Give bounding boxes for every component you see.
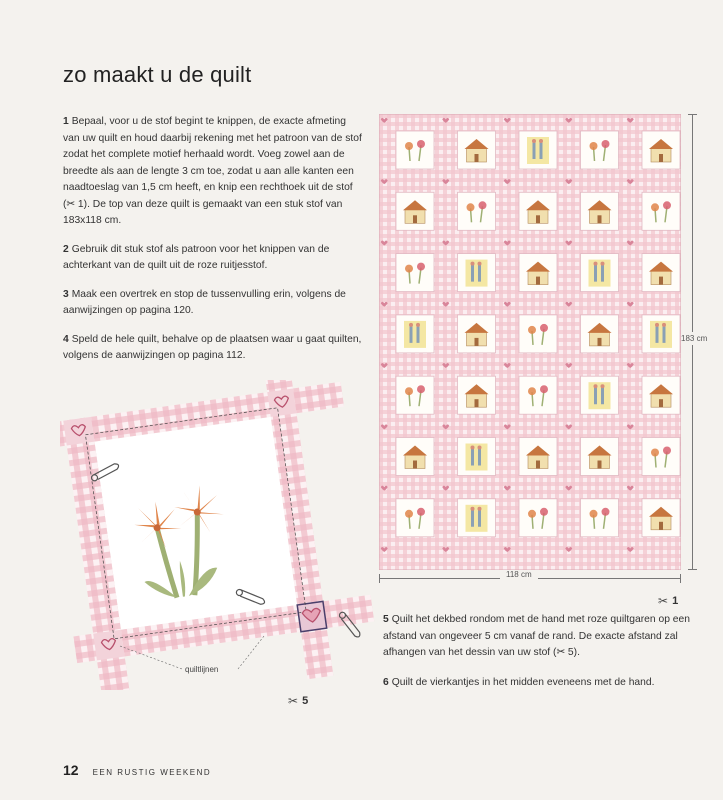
quilt-square-house bbox=[642, 376, 680, 414]
quilt-square-house bbox=[581, 438, 619, 476]
quilt-square-house bbox=[642, 254, 680, 292]
leader-line bbox=[238, 636, 264, 669]
quilt-lines-label: quiltlijnen bbox=[185, 665, 219, 674]
quilting-detail-illustration bbox=[60, 380, 380, 690]
scissors-icon: ✂ bbox=[658, 594, 669, 608]
quilt-square-flower bbox=[396, 131, 434, 169]
quilt-square-house bbox=[519, 192, 557, 230]
step-5 bbox=[383, 612, 693, 662]
step-number: 5 bbox=[383, 614, 389, 625]
quilt-square-figure bbox=[581, 254, 619, 292]
quilt-square-flower bbox=[519, 376, 557, 414]
quilt-square-flower bbox=[396, 499, 434, 537]
quilt-square-flower bbox=[458, 192, 496, 230]
quilt-square-figure bbox=[519, 131, 557, 169]
step-2 bbox=[63, 242, 363, 275]
detail-ref-number: 5 bbox=[302, 695, 309, 707]
width-label: 118 cm bbox=[500, 570, 538, 579]
quilt-square-figure bbox=[581, 376, 619, 414]
quilt-square-house bbox=[396, 192, 434, 230]
detail-ref-mark bbox=[288, 694, 308, 708]
quilt-square-flower bbox=[519, 315, 557, 353]
step-text: Quilt de vierkantjes in het midden eveneens met de hand. bbox=[391, 676, 655, 688]
step-6 bbox=[383, 675, 693, 692]
quilt-square-flower bbox=[581, 131, 619, 169]
step-number: 4 bbox=[63, 333, 69, 345]
step-number: 3 bbox=[63, 288, 69, 300]
page-number: 12 bbox=[63, 762, 79, 778]
quilt-square-house bbox=[519, 438, 557, 476]
height-label: 183 cm bbox=[681, 334, 708, 343]
quilt-square-house bbox=[458, 315, 496, 353]
step-text: Speld de hele quilt, behalve op de plaatsen waar u gaat quilten, volgens de aanwijzingen op pagina 112. bbox=[63, 333, 362, 361]
quilt-square-house bbox=[642, 499, 680, 537]
quilt-square-house bbox=[581, 192, 619, 230]
page-title: zo maakt u de quilt bbox=[63, 62, 252, 87]
step-number: 2 bbox=[63, 243, 69, 255]
step-1 bbox=[63, 114, 363, 230]
quilt-ref-mark bbox=[658, 594, 678, 608]
instructions-right bbox=[383, 612, 693, 704]
quilt-square-flower bbox=[581, 499, 619, 537]
quilt-square-figure bbox=[458, 499, 496, 537]
step-text: Quilt het dekbed rondom met de hand met roze quiltgaren op een afstand van ongeveer 5 cm vanaf de rand. De exacte afstand zal afhangen van het dessin van uw stof (✂ 5). bbox=[383, 614, 690, 658]
quilt-ref-number: 1 bbox=[672, 595, 679, 607]
quilt-square-house bbox=[396, 438, 434, 476]
step-number: 6 bbox=[383, 676, 389, 688]
quilt-square-house bbox=[458, 376, 496, 414]
instructions-left bbox=[63, 114, 363, 377]
running-head: EEN RUSTIG WEEKEND bbox=[92, 768, 212, 777]
quilt-square-house bbox=[458, 131, 496, 169]
quilt-illustration bbox=[379, 114, 681, 570]
quilt-square-house bbox=[581, 315, 619, 353]
quilt-square-flower bbox=[396, 376, 434, 414]
page-footer bbox=[63, 762, 211, 778]
quilt-square-figure bbox=[642, 315, 680, 353]
step-number: 1 bbox=[63, 116, 69, 127]
quilt-square-figure bbox=[458, 254, 496, 292]
quilt-square-flower bbox=[642, 438, 680, 476]
quilt-square-flower bbox=[642, 192, 680, 230]
step-3 bbox=[63, 287, 363, 320]
quilt-square-house bbox=[642, 131, 680, 169]
step-4 bbox=[63, 332, 363, 365]
quilt-square-flower bbox=[396, 254, 434, 292]
quilt-square-figure bbox=[458, 438, 496, 476]
quilt-square-flower bbox=[519, 499, 557, 537]
step-text: Gebruik dit stuk stof als patroon voor het knippen van de achterkant van de quilt uit de roze ruitjesstof. bbox=[63, 243, 330, 271]
quilt-square-house bbox=[519, 254, 557, 292]
step-text: Bepaal, voor u de stof begint te knippen, de exacte afmeting van uw quilt en houd daarbij rekening met het patroon van de stof zodat het complete motief herhaald wordt. Voeg zowel aan de breedte als aan de lengte 3 cm toe, zodat u aan alle kanten een naadtoeslag van 1,5 cm heeft, en knip een rechthoek uit de stof (✂ 1). De top van deze quilt is gemaakt van een stuk stof van 183x118 cm. bbox=[63, 116, 362, 226]
quilt-square-figure bbox=[396, 315, 434, 353]
step-text: Maak een overtrek en stop de tussenvulling erin, volgens de aanwijzingen op pagina 120. bbox=[63, 288, 346, 316]
scissors-icon: ✂ bbox=[288, 694, 299, 708]
